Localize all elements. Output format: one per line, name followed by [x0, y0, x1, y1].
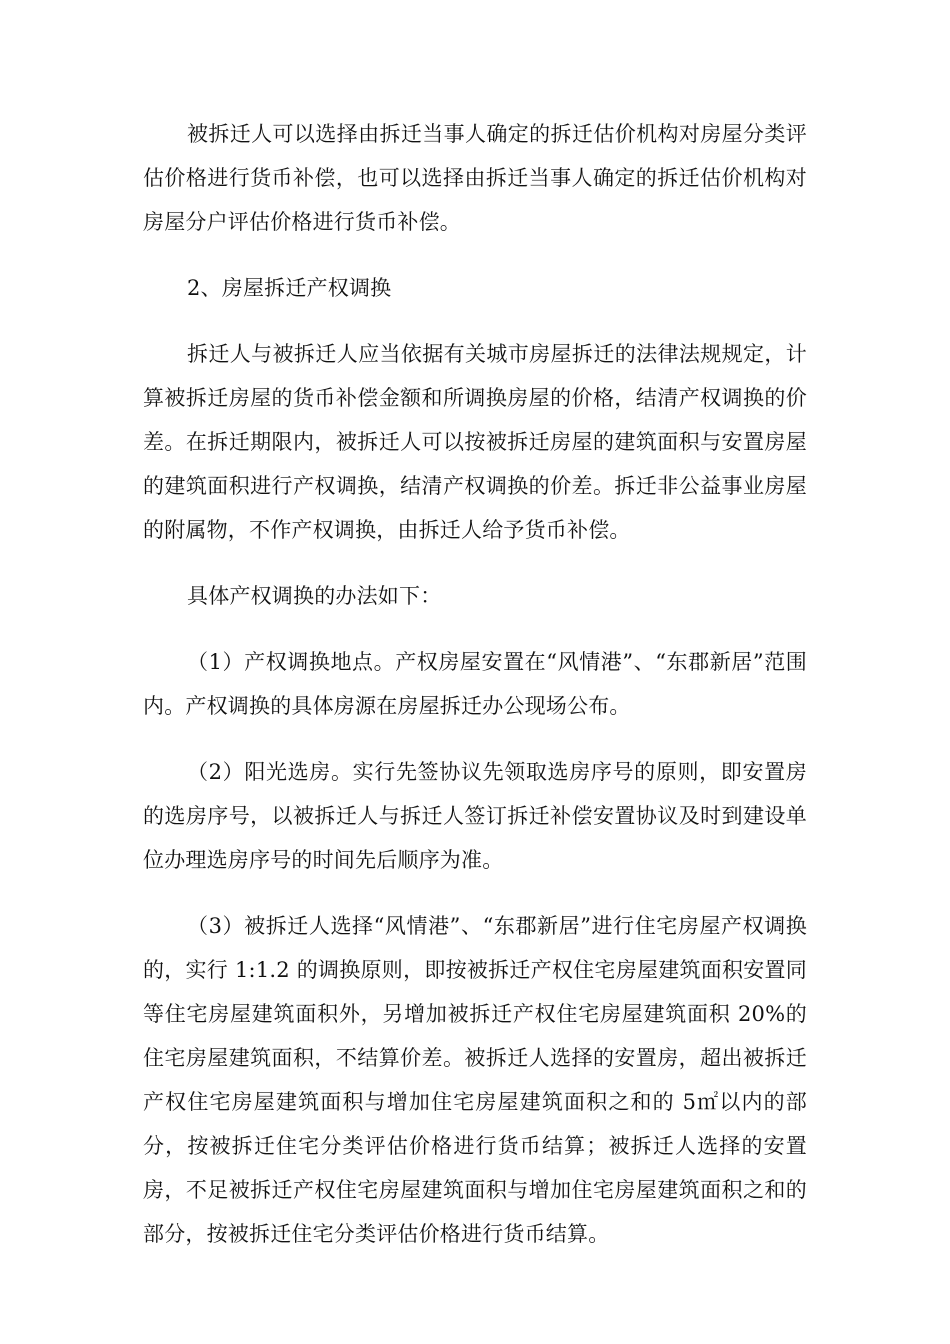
paragraph-sunshine-selection: （2）阳光选房。实行先签协议先领取选房序号的原则，即安置房的选房序号，以被拆迁人与拆迁人签订拆迁补偿安置协议及时到建设单位办理选房序号的时间先后顺序为准。 — [143, 760, 807, 872]
paragraph-exchange-ratio: （3）被拆迁人选择“风情港”、“东郡新居”进行住宅房屋产权调换的，实行 1:1.2 的调换原则，即按被拆迁产权住宅房屋建筑面积安置同等住宅房屋建筑面积外，另增加被拆迁产权住宅房屋建筑面积 20%的住宅房屋建筑面积，不结算价差。被拆迁人选择的安置房，超出被拆迁产权住宅房屋建筑面积与增加住宅房屋建筑面积之和的 5㎡以内的部分，按被拆迁住宅分类评估价格进行货币结算；被拆迁人选择的安置房，不足被拆迁产权住宅房屋建筑面积与增加住宅房屋建筑面积之和的部分，按被拆迁住宅分类评估价格进行货币结算。 — [143, 914, 807, 1246]
paragraph-monetary-compensation: 被拆迁人可以选择由拆迁当事人确定的拆迁估价机构对房屋分类评估价格进行货币补偿，也可以选择由拆迁当事人确定的拆迁估价机构对房屋分户评估价格进行货币补偿。 — [143, 122, 807, 234]
section-heading-property-exchange: 2、房屋拆迁产权调换 — [187, 276, 392, 300]
paragraph-exchange-principles: 拆迁人与被拆迁人应当依据有关城市房屋拆迁的法律法规规定，计算被拆迁房屋的货币补偿金额和所调换房屋的价格，结清产权调换的价差。在拆迁期限内，被拆迁人可以按被拆迁房屋的建筑面积与安置房屋的建筑面积进行产权调换，结清产权调换的价差。拆迁非公益事业房屋的附属物，不作产权调换，由拆迁人给予货币补偿。 — [143, 342, 807, 542]
document-body — [143, 112, 807, 1256]
paragraph-exchange-methods-intro: 具体产权调换的办法如下： — [187, 584, 442, 608]
paragraph-exchange-location: （1）产权调换地点。产权房屋安置在“风情港”、“东郡新居”范围内。产权调换的具体房源在房屋拆迁办公现场公布。 — [143, 650, 807, 718]
